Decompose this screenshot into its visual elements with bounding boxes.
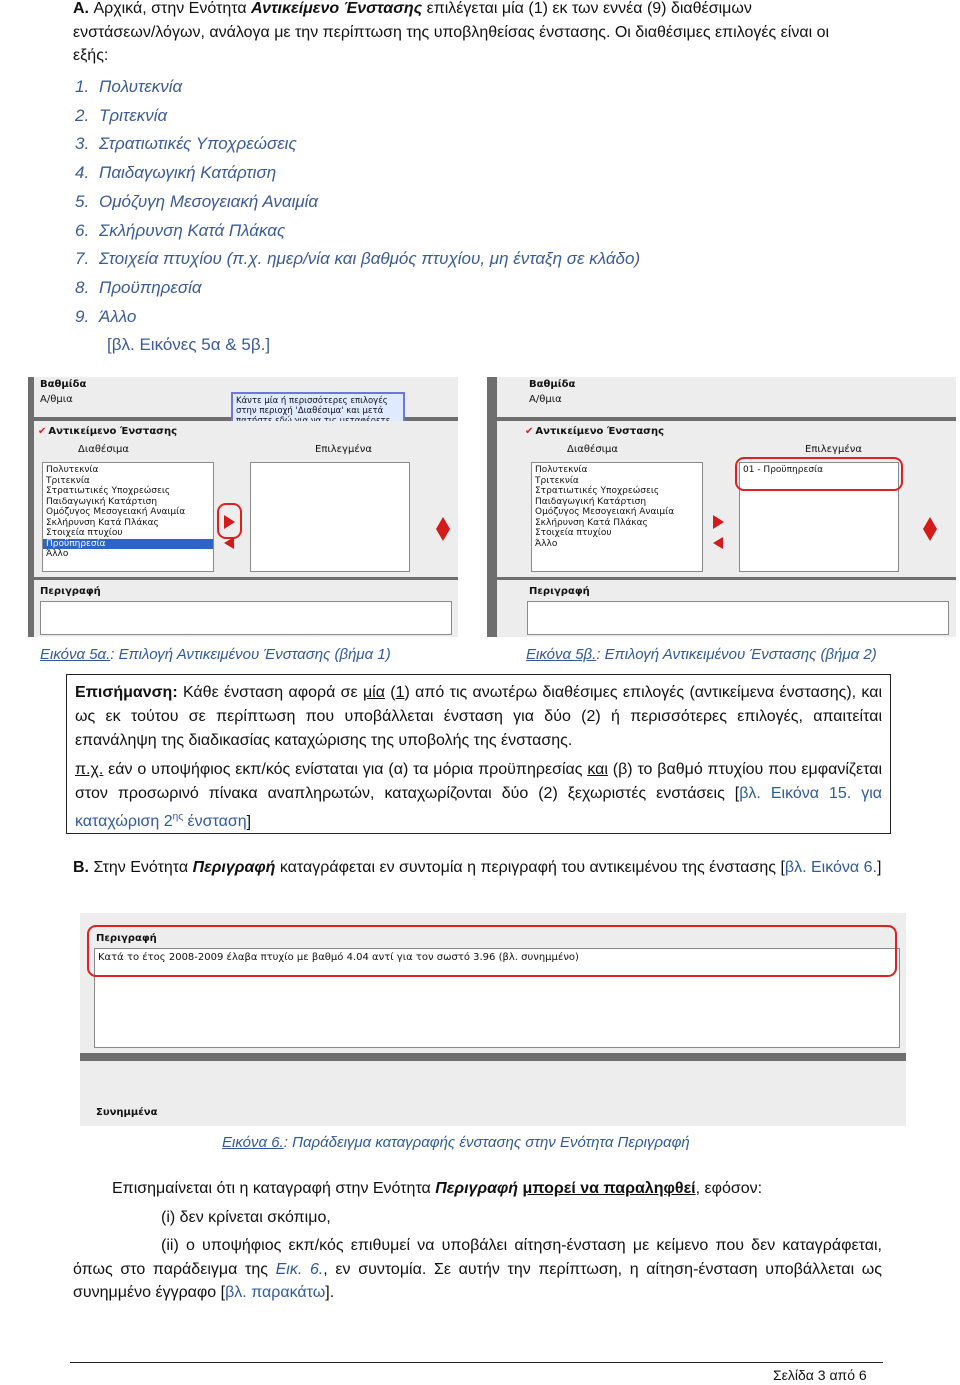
figure-5a-caption [40,646,391,663]
attachments-panel [80,1061,906,1126]
list-item [75,188,640,217]
listbox-option[interactable]: Παιδαγωγική Κατάρτιση [535,496,647,507]
intro-text-2: επιλέγεται μία (1) εκ των εννέα (9) διαθέσιμων [422,0,752,17]
list-item [75,303,640,332]
description-label: Περιγραφή [529,586,590,597]
section-b-end: ] [876,859,882,876]
figure-6-text: : Παράδειγμα καταγραφής ένστασης στην Ενότητα Περιγραφή [283,1134,690,1151]
list-item [75,102,640,131]
order-up-icon[interactable] [923,517,937,529]
closing-section-name: Περιγραφή [435,1180,519,1197]
objection-label [38,426,177,437]
description-textbox-value: Κατά το έτος 2008-2009 έλαβα πτυχίο με βαθμό 4.04 αντί για τον σωστό 3.96 (βλ. συνημμένο) [98,952,579,963]
notice-text-1b: ( [384,684,396,701]
list-item [75,217,640,246]
notice-paragraph-2 [75,758,882,834]
options-list [75,73,640,360]
description-label: Περιγραφή [96,933,157,944]
notice-paragraph-1 [75,681,882,753]
available-listbox[interactable] [42,462,214,572]
list-item-number: 4. [75,163,90,183]
options-reference[interactable] [75,331,640,360]
intro-line-2: ενστάσεων/λόγων, ανάλογα με την περίπτωση της υποβληθείσας ένστασης. Οι διαθέσιμες επιλογές είναι οι [73,23,830,41]
list-item-label: Παιδαγωγική Κατάρτιση [99,163,277,183]
available-listbox[interactable] [531,462,703,572]
description-textbox[interactable] [40,601,452,635]
checkmark-icon: ✔ [525,426,534,437]
listbox-option[interactable]: Τριτεκνία [46,475,90,486]
closing-item-ii-fig-link[interactable]: Εικ. 6. [275,1260,324,1278]
listbox-option[interactable]: Σκλήρυνση Κατά Πλάκας [46,517,159,528]
figure-5a-ref[interactable]: Εικόνα 5α. [40,646,111,663]
notice-one-word: μία [362,684,385,701]
intro-lead: A. [73,0,89,17]
list-item-label: Στοιχεία πτυχίου (π.χ. ημερ/νία και βαθμός πτυχίου, μη ένταξη σε κλάδο) [99,249,641,269]
figure-5b-ref[interactable]: Εικόνα 5β. [526,646,597,663]
figure-5b-caption [526,646,877,663]
grade-value: Α/θμια [40,394,73,405]
notice-text-2b: (β) το βαθμό πτυχίου που εμφανίζεται στον προσωρινό πίνακα αναπληρωτών, καταχωρίζονται δύο (2) ξεχωριστές ενστάσεις [ [75,761,883,802]
intro-text-1: Αρχικά, στην Ενότητα [89,0,252,17]
order-up-icon[interactable] [436,517,450,529]
figure-6-ref[interactable]: Εικόνα 6. [222,1134,284,1151]
list-item [75,73,640,102]
listbox-option[interactable]: Πολυτεκνία [46,465,99,475]
description-highlight [87,925,897,977]
notice-text-1a: Κάθε ένσταση αφορά σε [177,684,363,701]
move-left-arrow-icon[interactable] [224,537,234,549]
section-b-text-2: καταγράφεται εν συντομία η περιγραφή του αντικειμένου της ένστασης [ [275,859,785,876]
selected-item-highlight [735,457,903,491]
checkmark-icon: ✔ [38,426,47,437]
notice-one-digit: 1 [395,684,405,701]
figure-6-caption [222,1134,690,1151]
list-item-label: Τριτεκνία [99,105,168,125]
closing-item-ii-text-b: , εν συντομία. Σε αυτήν την περίπτωση, η αίτηση-ένσταση υποβάλλεται ως συνημμένο έγγραφο [ [73,1260,882,1301]
listbox-option[interactable]: Στρατιωτικές Υποχρεώσεις [535,486,660,496]
selected-label: Επιλεγμένα [315,444,372,455]
list-item-number: 9. [75,306,90,326]
order-down-icon[interactable] [436,529,450,541]
objection-label-text: Αντικείμενο Ένστασης [535,426,665,437]
listbox-option[interactable]: Στοιχεία πτυχίου [535,528,612,538]
intro-line-3: εξής: [73,47,109,64]
list-item-label: Προϋπηρεσία [99,277,202,297]
listbox-option[interactable]: Παιδαγωγική Κατάρτιση [46,496,158,507]
section-b-paragraph [73,856,882,880]
grade-value: Α/θμια [529,394,562,405]
selected-item[interactable]: 01 - Προϋπηρεσία [743,465,823,475]
section-b-text-1: Στην Ενότητα [89,859,193,876]
description-textbox[interactable] [527,601,949,635]
list-item-label: Ομόζυγη Μεσογειακή Αναιμία [99,191,319,211]
list-item-number: 7. [75,249,90,269]
notice-and-word: και [587,761,608,778]
options-reference-text[interactable]: [βλ. Εικόνες 5α & 5β.] [107,335,271,355]
section-b-lead: B. [73,859,89,876]
list-item-number: 3. [75,134,90,154]
available-label: Διαθέσιμα [567,444,619,455]
selected-listbox[interactable] [250,462,410,572]
grade-label: Βαθμίδα [40,379,87,390]
available-label: Διαθέσιμα [78,444,130,455]
screenshot-5a [28,377,458,637]
closing-paragraph [112,1177,762,1200]
notice-text-2a: εάν ο υποψήφιος εκπ/κός ενίσταται για (α) τα μόρια προϋπηρεσίας [103,761,588,778]
listbox-option[interactable]: Ομόζυγος Μεσογειακή Αναιμία [46,507,186,517]
list-item-label: Σκλήρυνση Κατά Πλάκας [99,220,286,240]
list-item-number: 8. [75,277,90,297]
list-item [75,274,640,303]
move-left-arrow-icon[interactable] [713,537,723,549]
description-label: Περιγραφή [40,586,101,597]
notice-text-1c: ) από τις ανωτέρω διαθέσιμες επιλογές (αντικείμενα ένστασης), και ως εκ τούτου σε περίπτωση που υποβάλλεται ένσταση για δύο (2) ή περισσότερες επιλογές, απαιτείται επανάληψη της διαδικασίας καταχώρισης της υποβολής της ένστασης. [75,684,883,749]
order-down-icon[interactable] [923,529,937,541]
list-item-number: 2. [75,105,90,125]
notice-ref-text[interactable]: βλ. Εικόνα 15. για καταχώριση 2 [75,785,882,831]
listbox-option[interactable]: Στοιχεία πτυχίου [46,528,123,538]
move-right-arrow-icon[interactable] [713,515,724,529]
figure-5b-text: : Επιλογή Αντικειμένου Ένστασης (βήμα 2) [596,646,877,663]
intro-paragraph [73,0,882,68]
listbox-option[interactable]: Στρατιωτικές Υποχρεώσεις [46,486,171,496]
listbox-option[interactable]: Άλλο [535,538,558,549]
move-right-arrow-icon[interactable] [224,515,235,529]
attachments-label: Συνημμένα [96,1107,158,1118]
closing-item-ii [73,1234,882,1305]
list-item-label: Στρατιωτικές Υποχρεώσεις [99,134,297,154]
objection-label [525,426,664,437]
listbox-option-selected[interactable]: Προϋπηρεσία [43,539,213,550]
notice-box [66,674,891,834]
list-item [75,159,640,188]
screenshot-6 [80,913,906,1126]
notice-ref-text-2[interactable]: ένσταση [183,813,247,831]
notice-example-label: π.χ. [75,761,104,778]
list-item-number: 6. [75,220,90,240]
list-item-number: 1. [75,77,90,96]
list-item-label: Άλλο [99,306,137,326]
closing-item-ii-below-link[interactable]: βλ. παρακάτω [225,1284,326,1301]
list-item [75,130,640,159]
objection-label-text: Αντικείμενο Ένστασης [48,426,178,437]
closing-item-ii-text-a: (ii) ο υποψήφιος εκπ/κός επιθυμεί να υποβάλει αίτηση-ένσταση με κείμενο που δεν καταγράφεται, όπως στο παράδειγμα της [73,1237,882,1278]
notice-ref-superscript[interactable]: ης [172,812,184,823]
page-number: Σελίδα 3 από 6 [773,1367,867,1383]
list-item [75,245,640,274]
section-b-section-name: Περιγραφή [192,859,276,876]
footer-divider [70,1362,883,1363]
listbox-option[interactable]: Τριτεκνία [535,475,579,486]
closing-text-2: , εφόσον: [695,1180,763,1197]
list-item-number: 5. [75,191,90,211]
screenshot-5b [487,377,956,637]
listbox-option[interactable]: Άλλο [46,549,69,559]
transfer-hint-tooltip: Κάντε μία ή περισσότερες επιλογές στην περιοχή 'Διαθέσιμα' και μετά [231,392,405,439]
closing-item-ii-end: ]. [325,1284,335,1301]
list-item-label: Πολυτεκνία [99,77,183,96]
listbox-option[interactable]: Πολυτεκνία [535,465,588,475]
grade-label: Βαθμίδα [529,379,576,390]
notice-text-end: ] [246,813,252,831]
closing-can-omit: μπορεί να παραληφθεί [522,1180,696,1197]
section-b-figure-link[interactable]: βλ. Εικόνα 6. [784,859,877,876]
listbox-option[interactable]: Ομόζυγος Μεσογειακή Αναιμία [535,507,675,517]
closing-item-i: (i) δεν κρίνεται σκόπιμο, [161,1209,331,1226]
intro-section-name: Αντικείμενο Ένστασης [251,0,423,17]
figure-5a-text: : Επιλογή Αντικειμένου Ένστασης (βήμα 1) [110,646,391,663]
notice-title: Επισήμανση: [75,684,178,701]
listbox-option[interactable]: Σκλήρυνση Κατά Πλάκας [535,517,648,528]
closing-text-1: Επισημαίνεται ότι η καταγραφή στην Ενότητα [112,1180,436,1197]
selected-label: Επιλεγμένα [805,444,862,455]
